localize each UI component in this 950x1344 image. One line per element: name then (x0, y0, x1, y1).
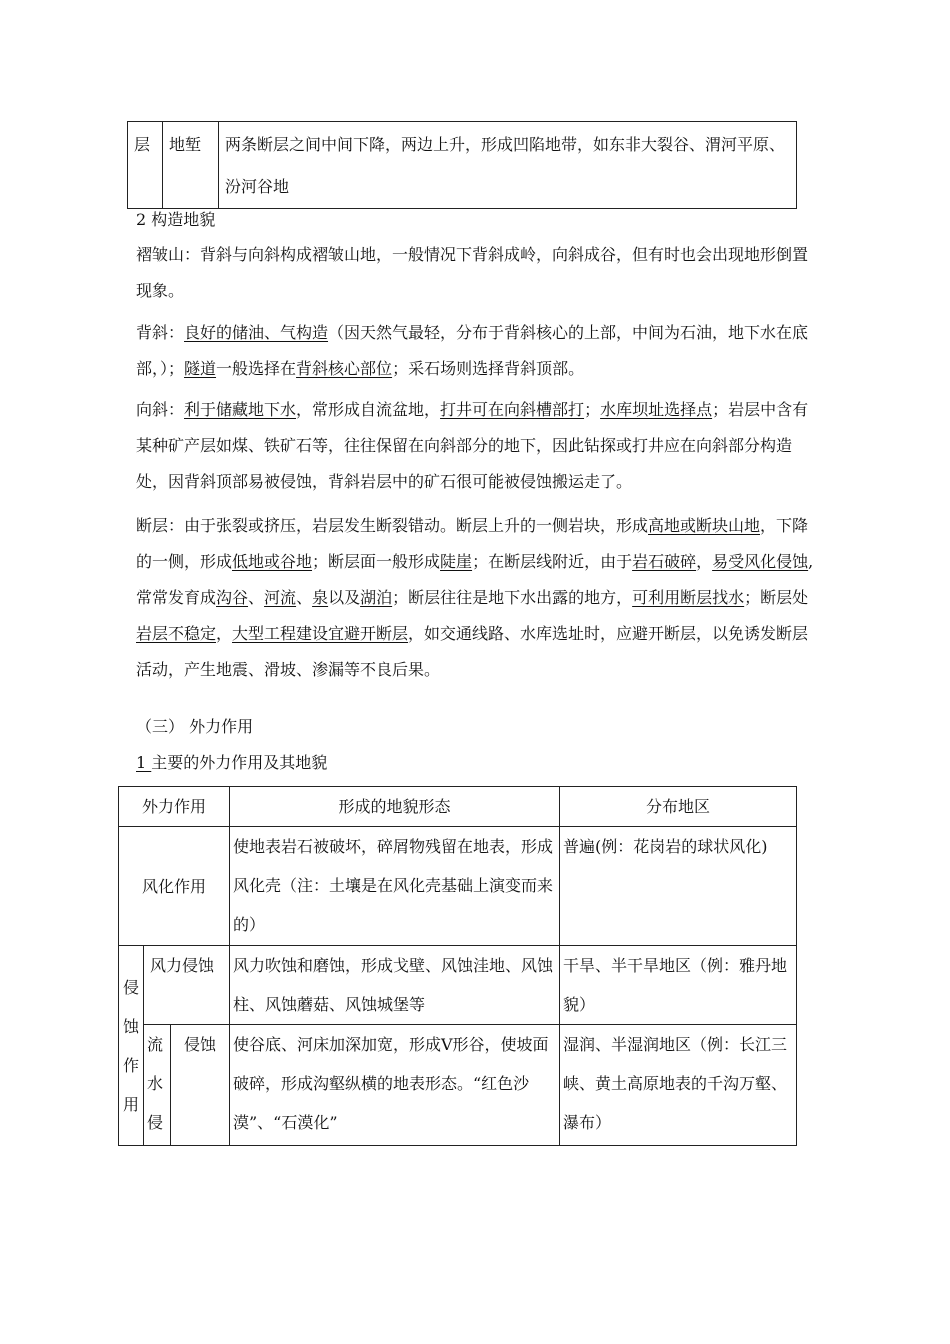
external-forces-table (118, 786, 797, 1146)
section-heading: 2 构造地貌 (136, 210, 216, 229)
water-name-cell: 流水侵 (144, 1025, 171, 1146)
paragraph-syncline: 向斜：利于储藏地下水，常形成自流盆地，打井可在向斜槽部打；水库坝址选择点；岩层中含有某种矿产层如煤、铁矿石等，往往保留在向斜部分的地下，因此钻探或打井应在向斜部分构造处，因背斜顶部易被侵蚀，背斜岩层中的矿石很可能被侵蚀搬运走了。 (136, 400, 809, 491)
water-sub-cell: 侵蚀 (171, 1025, 230, 1146)
graben-table (127, 121, 797, 209)
table-row (119, 1025, 797, 1146)
erosion-label-cell: 侵蚀作用 (119, 946, 144, 1146)
paragraph-fault: 断层：由于张裂或挤压，岩层发生断裂错动。断层上升的一侧岩块，形成高地或断块山地，下降的一侧，形成低地或谷地；断层面一般形成陡崖；在断层线附近，由于岩石破碎，易受风化侵蚀,常常发育成沟谷、河流、泉以及湖泊；断层往往是地下水出露的地方，可利用断层找水；断层处岩层不稳定，大型工程建设宜避开断层，如交通线路、水库选址时，应避开断层，以免诱发断层活动，产生地震、滑坡、渗漏等不良后果。 (136, 516, 814, 679)
header-cell: 分布地区 (560, 787, 797, 827)
paragraph-fold: 褶皱山：背斜与向斜构成褶皱山地，一般情况下背斜成岭，向斜成谷，但有时也会出现地形倒置现象。 (136, 245, 809, 300)
table-row (119, 827, 797, 946)
table-cell: 地堑 (163, 122, 219, 209)
table-cell: 层 (128, 122, 163, 209)
table-header-row (119, 787, 797, 827)
weathering-area-cell: 普遍(例：花岗岩的球状风化) (560, 827, 797, 946)
water-form-cell: 使谷底、河床加深加宽，形成V形谷，使坡面破碎，形成沟壑纵横的地表形态。“红色沙漠”、“石漠化” (230, 1025, 560, 1146)
paragraph-anticline: 背斜：良好的储油、气构造（因天然气最轻，分布于背斜核心的上部，中间为石油，地下水在底部，）；隧道一般选择在背斜核心部位；采石场则选择背斜顶部。 (136, 323, 809, 378)
wind-form-cell: 风力吹蚀和磨蚀，形成戈壁、风蚀洼地、风蚀柱、风蚀蘑菇、风蚀城堡等 (230, 946, 560, 1025)
table-row (128, 122, 797, 209)
water-area-cell: 湿润、半湿润地区（例：长江三峡、黄土高原地表的千沟万壑、瀑布） (560, 1025, 797, 1146)
weathering-form-cell: 使地表岩石被破坏，碎屑物残留在地表，形成风化壳（注：土壤是在风化壳基础上演变而来的） (230, 827, 560, 946)
wind-area-cell: 干旱、半干旱地区（例：雅丹地貌） (560, 946, 797, 1025)
wind-name-cell: 风力侵蚀 (144, 946, 230, 1025)
subheading-external-forces: 1 主要的外力作用及其地貌 (136, 753, 328, 772)
header-cell: 外力作用 (119, 787, 230, 827)
weathering-name-cell: 风化作用 (119, 827, 230, 946)
table-cell: 两条断层之间中间下降，两边上升，形成凹陷地带，如东非大裂谷、渭河平原、汾河谷地 (219, 122, 797, 209)
table-row (119, 946, 797, 1025)
header-cell: 形成的地貌形态 (230, 787, 560, 827)
section-heading-external: （三） 外力作用 (136, 717, 254, 736)
